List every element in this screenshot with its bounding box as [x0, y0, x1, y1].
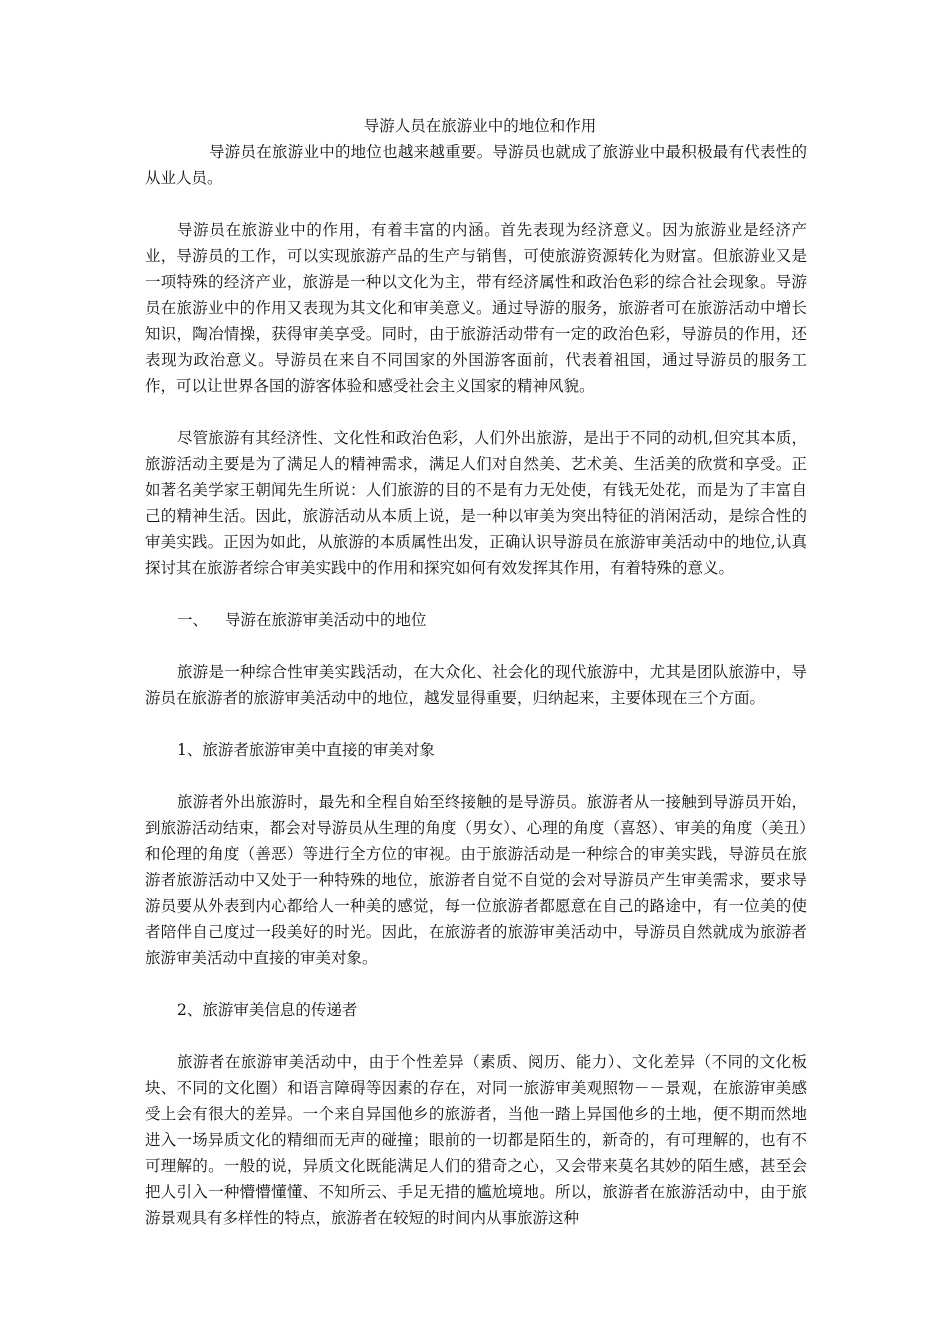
paragraph-information-transmitter: 旅游者在旅游审美活动中，由于个性差异（素质、阅历、能力）、文化差异（不同的文化板块、不同的文化圈）和语言障碍等因素的存在，对同一旅游审美观照物－－景观，在旅游审美感受上会有很大的差异。一个来自异国他乡的旅游者，当他一踏上异国他乡的土地，便不期而然地进入一场异质文化的精细而无声的碰撞；眼前的一切都是陌生的，新奇的，有可理解的，也有不可理解的。一般的说，异质文化既能满足人们的猎奇之心，又会带来莫名其妙的陌生感，甚至会把人引入一种懵懵懂懂、不知所云、手足无措的尴尬境地。所以，旅游者在旅游活动中，由于旅游景观具有多样性的特点，旅游者在较短的时间内从事旅游这种	[145, 1053, 807, 1227]
document-title: 导游人员在旅游业中的地位和作用	[363, 117, 597, 135]
section-heading-1	[145, 607, 807, 633]
subheading-1: 1、旅游者旅游审美中直接的审美对象	[177, 741, 435, 759]
subheading-2: 2、旅游审美信息的传递者	[177, 1001, 358, 1019]
paragraph-status: 旅游是一种综合性审美实践活动，在大众化、社会化的现代旅游中，尤其是团队旅游中，导游员在旅游者的旅游审美活动中的地位，越发显得重要，归纳起来，主要体现在三个方面。	[145, 663, 807, 707]
section-title: 导游在旅游审美活动中的地位	[225, 611, 427, 629]
section-number: 一、	[177, 611, 209, 629]
paragraph-nature: 尽管旅游有其经济性、文化性和政治色彩，人们外出旅游，是出于不同的动机,但究其本质，旅游活动主要是为了满足人的精神需求，满足人们对自然美、艺术美、生活美的欣赏和享受。正如著名美学家王朝闻先生所说：人们旅游的目的不是有力无处使，有钱无处花，而是为了丰富自己的精神生活。因此，旅游活动从本质上说，是一种以审美为突出特征的消闲活动，是综合性的审美实践。正因为如此，从旅游的本质属性出发，正确认识导游员在旅游审美活动中的地位,认真探讨其在旅游者综合审美实践中的作用和探究如何有效发挥其作用，有着特殊的意义。	[145, 429, 807, 577]
paragraph-aesthetic-object: 旅游者外出旅游时，最先和全程自始至终接触的是导游员。旅游者从一接触到导游员开始，到旅游活动结束，都会对导游员从生理的角度（男女）、心理的角度（喜怒）、审美的角度（美丑）和伦理的角度（善恶）等进行全方位的审视。由于旅游活动是一种综合的审美实践，导游员在旅游者旅游活动中又处于一种特殊的地位，旅游者自觉不自觉的会对导游员产生审美需求，要求导游员要从外表到内心都给人一种美的感觉，每一位旅游者都愿意在自己的路途中，有一位美的使者陪伴自己度过一段美好的时光。因此，在旅游者的旅游审美活动中，导游员自然就成为旅游者旅游审美活动中直接的审美对象。	[145, 793, 807, 967]
paragraph-role: 导游员在旅游业中的作用，有着丰富的内涵。首先表现为经济意义。因为旅游业是经济产业，导游员的工作，可以实现旅游产品的生产与销售，可使旅游资源转化为财富。但旅游业又是一项特殊的经济产业，旅游是一种以文化为主，带有经济属性和政治色彩的综合社会现象。导游员在旅游业中的作用又表现为其文化和审美意义。通过导游的服务，旅游者可在旅游活动中增长知识，陶冶情操，获得审美享受。同时，由于旅游活动带有一定的政治色彩，导游员的作用，还表现为政治意义。导游员在来自不同国家的外国游客面前，代表着祖国，通过导游员的服务工作，可以让世界各国的游客体验和感受社会主义国家的精神风貌。	[145, 221, 807, 395]
document-page	[145, 113, 807, 1231]
intro-paragraph: 导游员在旅游业中的地位也越来越重要。导游员也就成了旅游业中最积极最有代表性的从业人员。	[145, 143, 807, 187]
